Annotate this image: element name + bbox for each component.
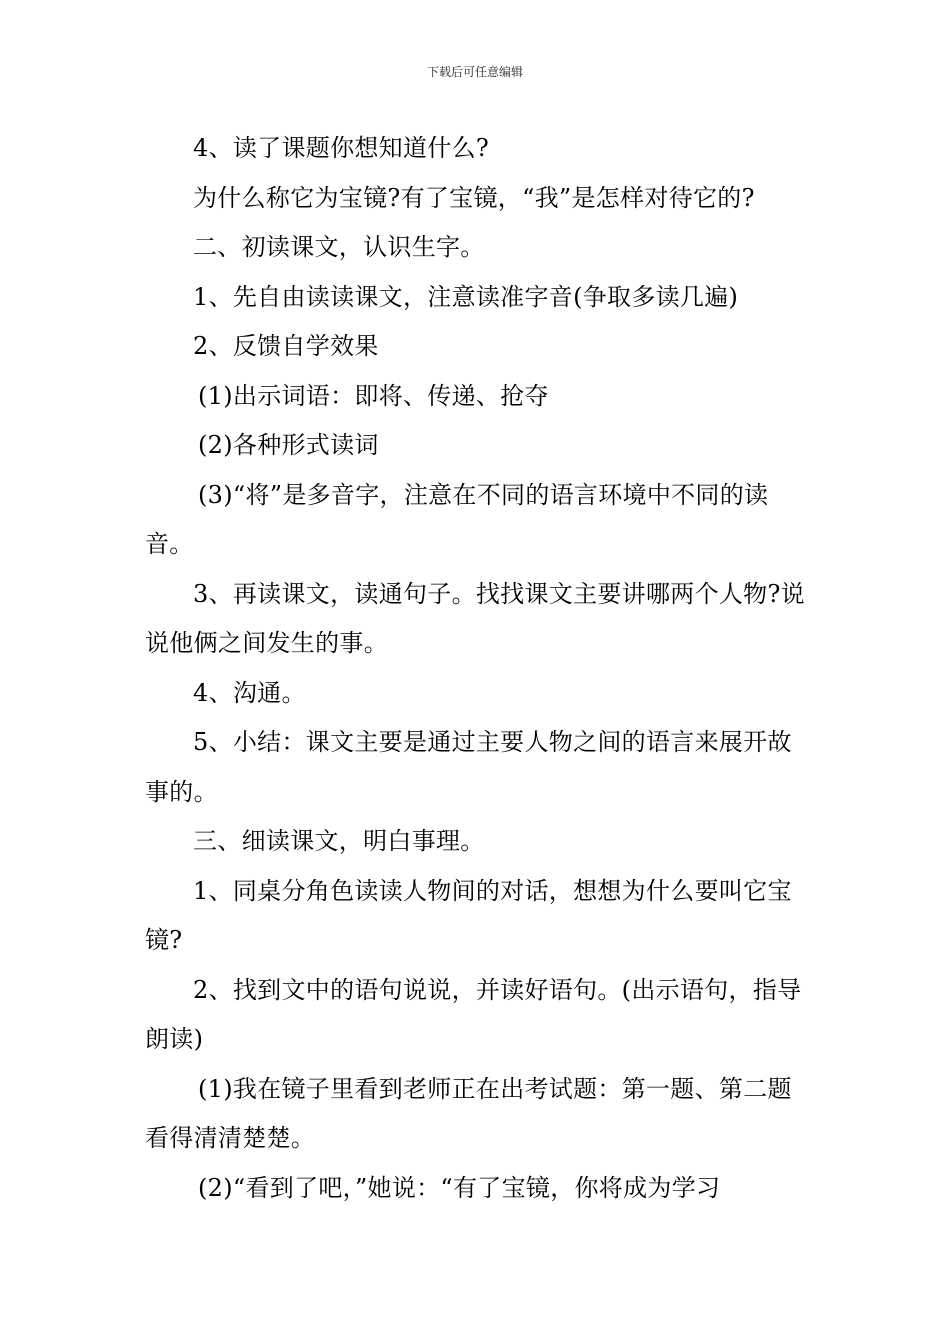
paragraph: (2)“看到了吧，”她说：“有了宝镜，你将成为学习 [198, 1173, 721, 1202]
paragraph: (1)我在镜子里看到老师正在出考试题：第一题、第二题看得清清楚楚。 [145, 1074, 792, 1152]
paragraph: 4、读了课题你想知道什么? [193, 134, 490, 162]
page-header: 下载后可任意编辑 [426, 65, 523, 79]
paragraph: 5、小结：课文主要是通过主要人物之间的语言来展开故事的。 [145, 728, 792, 806]
paragraph: 1、同桌分角色读读人物间的对话，想想为什么要叫它宝镜? [145, 876, 792, 954]
paragraph: 2、找到文中的语句说说，并读好语句。(出示语句，指导朗读) [145, 975, 802, 1053]
paragraph: (2)各种形式读词 [198, 431, 379, 459]
paragraph: 3、再读课文，读通句子。找找课文主要讲哪两个人物?说说他俩之间发生的事。 [145, 579, 805, 657]
paragraph: (1)出示词语：即将、传递、抢夺 [198, 381, 549, 410]
paragraph: 2、反馈自学效果 [193, 332, 379, 360]
paragraph: 为什么称它为宝镜?有了宝镜，“我”是怎样对待它的? [193, 183, 755, 212]
section-heading: 二、初读课文，认识生字。 [193, 233, 485, 261]
document-body [145, 124, 810, 1213]
paragraph: (3)“将”是多音字，注意在不同的语言环境中不同的读音。 [145, 480, 769, 558]
paragraph: 4、沟通。 [193, 678, 306, 707]
section-heading: 三、细读课文，明白事理。 [193, 827, 485, 855]
paragraph: 1、先自由读读课文，注意读准字音(争取多读几遍) [193, 282, 739, 311]
